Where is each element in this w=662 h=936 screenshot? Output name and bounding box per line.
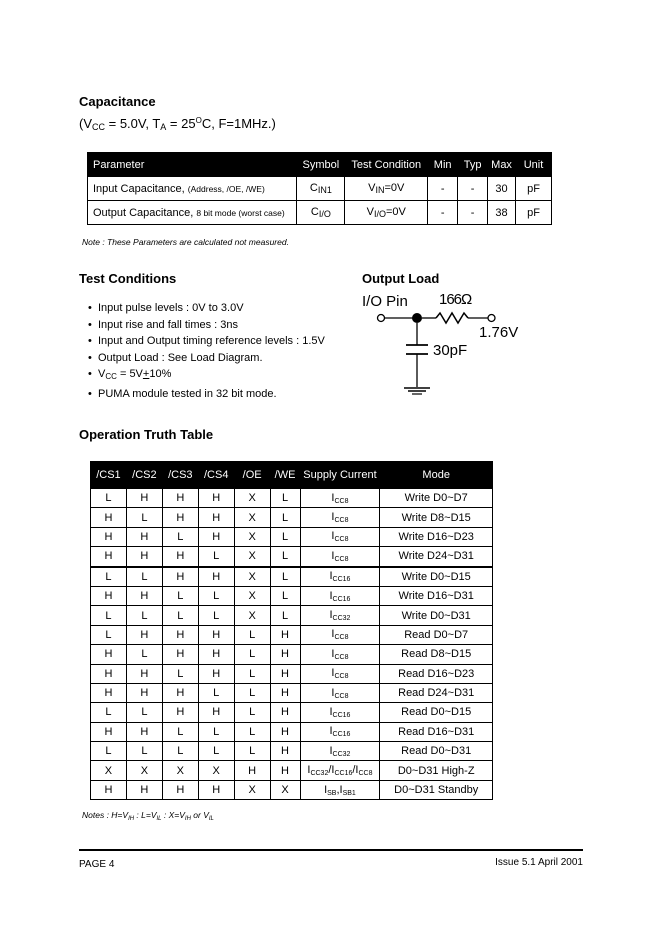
supply-current-cell xyxy=(300,780,380,799)
capacitance-header-cell: Parameter xyxy=(88,153,297,177)
typ-cell: - xyxy=(458,201,488,225)
voltage-terminal xyxy=(488,315,495,322)
truth-table-header-cell: /CS4 xyxy=(198,462,234,489)
output-load-diagram xyxy=(360,300,510,400)
mode-cell: D0~D31 Standby xyxy=(380,780,493,799)
signal-cell: L xyxy=(91,703,127,722)
table-row xyxy=(91,703,493,722)
signal-cell: H xyxy=(198,489,234,508)
list-item: • Input pulse levels : 0V to 3.0V xyxy=(88,300,325,317)
table-row xyxy=(91,722,493,741)
signal-cell: H xyxy=(126,722,162,741)
signal-cell: X xyxy=(198,761,234,780)
signal-cell: L xyxy=(91,742,127,761)
min-cell: - xyxy=(428,201,458,225)
signal-cell: L xyxy=(234,625,270,644)
signal-cell: H xyxy=(270,664,300,683)
signal-cell: H xyxy=(162,508,198,527)
signal-cell: L xyxy=(162,606,198,625)
truth-table-header-cell: Supply Current xyxy=(300,462,380,489)
table-row xyxy=(91,567,493,587)
signal-cell: H xyxy=(91,508,127,527)
condition-value: =0V xyxy=(386,206,406,218)
condition-subscript: IN xyxy=(375,185,385,195)
signal-cell: L xyxy=(270,547,300,567)
current-subscript: CC32 xyxy=(310,770,329,778)
signal-cell: H xyxy=(126,664,162,683)
parameter-note: (Address, /OE, /WE) xyxy=(187,183,265,194)
current-subscript: CC8 xyxy=(334,692,349,700)
capacitor-label: 30pF xyxy=(433,342,468,359)
signal-cell: H xyxy=(270,625,300,644)
current-symbol: I xyxy=(331,628,335,641)
parameter-name: Output Capacitance, xyxy=(93,206,194,219)
signal-cell: H xyxy=(162,645,198,664)
mode-cell: Read D0~D31 xyxy=(380,742,493,761)
supply-current-cell xyxy=(300,547,380,567)
unit-cell: pF xyxy=(516,201,552,225)
current-symbol: ,I xyxy=(336,783,343,796)
capacitance-header-cell: Typ xyxy=(458,153,488,177)
signal-cell: X xyxy=(270,780,300,799)
signal-cell: L xyxy=(270,508,300,527)
issue-label: Issue 5.1 April 2001 xyxy=(495,857,583,868)
supply-current-cell xyxy=(300,489,380,508)
table-row xyxy=(91,586,493,605)
current-subscript: CC32 xyxy=(332,750,351,758)
current-symbol: I xyxy=(329,705,333,718)
signal-cell: L xyxy=(234,683,270,702)
current-symbol: I xyxy=(329,744,333,757)
supply-current-cell xyxy=(300,625,380,644)
signal-cell: H xyxy=(198,703,234,722)
current-subscript: SB xyxy=(327,789,337,797)
max-cell: 38 xyxy=(488,201,516,225)
current-symbol: /I xyxy=(352,764,359,777)
mode-cell: Write D16~D31 xyxy=(380,586,493,605)
signal-cell: L xyxy=(234,722,270,741)
symbol-main: C xyxy=(309,182,318,194)
mode-cell: Read D8~D15 xyxy=(380,645,493,664)
parameter-cell xyxy=(88,201,297,225)
test-conditions-list xyxy=(88,300,325,402)
condition-subscript: I/O xyxy=(373,209,386,219)
current-symbol: I xyxy=(329,609,333,622)
signal-cell: H xyxy=(126,683,162,702)
signal-cell: X xyxy=(162,761,198,780)
test-conditions-heading: Test Conditions xyxy=(79,271,177,286)
signal-cell: H xyxy=(126,527,162,546)
signal-cell: X xyxy=(91,761,127,780)
parameter-cell xyxy=(88,177,297,201)
mode-cell: Read D16~D31 xyxy=(380,722,493,741)
signal-cell: H xyxy=(198,527,234,546)
io-pin-label: I/O Pin xyxy=(362,293,408,310)
supply-current-cell xyxy=(300,703,380,722)
signal-cell: H xyxy=(126,489,162,508)
capacitance-heading: Capacitance xyxy=(79,94,156,109)
table-row xyxy=(91,664,493,683)
signal-cell: H xyxy=(198,780,234,799)
signal-cell: L xyxy=(126,567,162,587)
current-subscript: CC16 xyxy=(332,731,351,739)
current-symbol: I xyxy=(331,491,335,504)
current-symbol: I xyxy=(331,530,335,543)
supply-current-cell xyxy=(300,645,380,664)
supply-current-cell xyxy=(300,527,380,546)
signal-cell: H xyxy=(162,683,198,702)
table-row xyxy=(91,761,493,780)
current-subscript: SB1 xyxy=(342,789,356,797)
signal-cell: X xyxy=(126,761,162,780)
supply-current-cell xyxy=(300,508,380,527)
current-symbol: I xyxy=(331,549,335,562)
symbol-cell xyxy=(297,177,345,201)
table-row xyxy=(91,606,493,625)
signal-cell: L xyxy=(270,527,300,546)
signal-cell: X xyxy=(234,508,270,527)
table-row xyxy=(91,625,493,644)
signal-cell: X xyxy=(234,547,270,567)
current-subscript: CC8 xyxy=(334,634,349,642)
capacitance-conditions: ($V_{CC} = 5.0V$, $T_A = 25^OC$, F=1MHz.) xyxy=(79,116,276,132)
signal-cell: H xyxy=(91,547,127,567)
mode-cell: Write D8~D15 xyxy=(380,508,493,527)
signal-cell: L xyxy=(162,586,198,605)
current-symbol: I xyxy=(331,647,335,660)
capacitance-header-row xyxy=(88,153,552,177)
signal-cell: H xyxy=(270,761,300,780)
signal-cell: H xyxy=(198,645,234,664)
condition-main: V xyxy=(366,206,374,218)
table-row xyxy=(91,547,493,567)
voltage-label: 1.76V xyxy=(479,324,519,341)
signal-cell: L xyxy=(198,683,234,702)
signal-cell: L xyxy=(91,567,127,587)
signal-cell: H xyxy=(198,625,234,644)
mode-cell: D0~D31 High-Z xyxy=(380,761,493,780)
truth-table xyxy=(90,461,493,800)
current-symbol: I xyxy=(329,589,333,602)
current-subscript: CC8 xyxy=(358,770,373,778)
signal-cell: H xyxy=(162,547,198,567)
signal-cell: X xyxy=(234,606,270,625)
signal-cell: L xyxy=(198,722,234,741)
truth-table-heading: Operation Truth Table xyxy=(79,427,214,442)
signal-cell: H xyxy=(126,586,162,605)
signal-cell: L xyxy=(162,527,198,546)
signal-cell: L xyxy=(270,586,300,605)
capacitance-header-cell: Test Condition xyxy=(345,153,428,177)
current-subscript: CC8 xyxy=(334,536,349,544)
symbol-main: C xyxy=(310,206,319,218)
signal-cell: L xyxy=(126,508,162,527)
signal-cell: H xyxy=(270,703,300,722)
signal-cell: H xyxy=(270,683,300,702)
io-pin-terminal xyxy=(378,315,385,322)
supply-current-cell xyxy=(300,606,380,625)
current-symbol: /I xyxy=(328,764,335,777)
footer-rule xyxy=(79,849,583,851)
table-row xyxy=(91,742,493,761)
truth-table-header-cell: /CS3 xyxy=(162,462,198,489)
signal-cell: H xyxy=(198,664,234,683)
signal-cell: H xyxy=(91,527,127,546)
test-condition-cell xyxy=(345,177,428,201)
current-symbol: I xyxy=(331,667,335,680)
capacitance-note: Note : These Parameters are calculated not measured. xyxy=(82,237,289,247)
signal-cell: L xyxy=(91,489,127,508)
signal-cell: L xyxy=(162,742,198,761)
signal-cell: L xyxy=(270,567,300,587)
signal-cell: H xyxy=(198,508,234,527)
signal-cell: H xyxy=(270,742,300,761)
condition-value: =0V xyxy=(384,182,405,194)
signal-cell: L xyxy=(91,625,127,644)
truth-table-header-cell: /CS1 xyxy=(91,462,127,489)
signal-cell: L xyxy=(126,703,162,722)
signal-cell: H xyxy=(91,683,127,702)
capacitance-header-cell: Min xyxy=(428,153,458,177)
mode-cell: Read D0~D15 xyxy=(380,703,493,722)
signal-cell: H xyxy=(126,780,162,799)
signal-cell: H xyxy=(162,625,198,644)
signal-cell: L xyxy=(234,703,270,722)
current-subscript: CC8 xyxy=(334,497,349,505)
signal-cell: H xyxy=(270,722,300,741)
signal-cell: H xyxy=(91,645,127,664)
current-subscript: CC8 xyxy=(334,517,349,525)
table-row xyxy=(91,527,493,546)
signal-cell: L xyxy=(91,606,127,625)
capacitance-header-cell: Unit xyxy=(516,153,552,177)
current-subscript: CC32 xyxy=(332,615,351,623)
current-subscript: CC16 xyxy=(332,576,351,584)
page-number: PAGE 4 xyxy=(79,859,115,870)
table-row xyxy=(91,645,493,664)
signal-cell: L xyxy=(126,606,162,625)
capacitance-header-cell: Symbol xyxy=(297,153,345,177)
truth-table-header-cell: /OE xyxy=(234,462,270,489)
truth-table-notes: Notes : $H=V_{IH}$ : $L=V_{IL}$ : $X=V_{IH}$ or $V_{IL}$ xyxy=(82,810,214,822)
current-subscript: CC16 xyxy=(332,595,351,603)
symbol-cell xyxy=(297,201,345,225)
mode-cell: Write D0~D15 xyxy=(380,567,493,587)
signal-cell: H xyxy=(126,625,162,644)
current-subscript: CC8 xyxy=(334,653,349,661)
current-symbol: I xyxy=(331,511,335,524)
table-row xyxy=(88,201,552,225)
signal-cell: L xyxy=(126,742,162,761)
condition-main: V xyxy=(368,182,376,194)
capacitance-header-cell: Max xyxy=(488,153,516,177)
current-symbol: I xyxy=(324,783,328,796)
list-item: • Output Load : See Load Diagram. xyxy=(88,350,325,367)
signal-cell: L xyxy=(162,722,198,741)
symbol-subscript: I/O xyxy=(318,209,331,219)
mode-cell: Read D24~D31 xyxy=(380,683,493,702)
current-subscript: CC16 xyxy=(334,770,353,778)
current-subscript: CC8 xyxy=(334,673,349,681)
signal-cell: H xyxy=(91,722,127,741)
test-condition-cell xyxy=(345,201,428,225)
truth-table-header-cell: /CS2 xyxy=(126,462,162,489)
signal-cell: L xyxy=(198,742,234,761)
signal-cell: H xyxy=(270,645,300,664)
mode-cell: Write D16~D23 xyxy=(380,527,493,546)
signal-cell: L xyxy=(198,586,234,605)
capacitance-table xyxy=(87,152,552,225)
current-symbol: I xyxy=(331,686,335,699)
list-item: • Input and Output timing reference levels : 1.5V xyxy=(88,333,325,350)
min-cell: - xyxy=(428,177,458,201)
truth-table-header-cell: Mode xyxy=(380,462,493,489)
signal-cell: L xyxy=(162,664,198,683)
truth-table-header-cell: /WE xyxy=(270,462,300,489)
mode-cell: Write D24~D31 xyxy=(380,547,493,567)
typ-cell: - xyxy=(458,177,488,201)
output-load-heading: Output Load xyxy=(362,271,440,286)
supply-current-cell xyxy=(300,683,380,702)
current-subscript: CC16 xyxy=(332,711,351,719)
signal-cell: L xyxy=(234,664,270,683)
current-symbol: I xyxy=(307,764,311,777)
mode-cell: Write D0~D7 xyxy=(380,489,493,508)
parameter-note: 8 bit mode (worst case) xyxy=(196,207,285,218)
truth-table-header-row xyxy=(91,462,493,489)
symbol-subscript: IN1 xyxy=(317,185,332,195)
list-item: • Input rise and fall times : 3ns xyxy=(88,317,325,334)
table-row xyxy=(91,780,493,799)
signal-cell: X xyxy=(234,527,270,546)
supply-current-cell xyxy=(300,761,380,780)
signal-cell: L xyxy=(126,645,162,664)
junction-node xyxy=(412,313,422,323)
signal-cell: H xyxy=(91,664,127,683)
resistor-symbol xyxy=(436,313,468,323)
signal-cell: L xyxy=(198,547,234,567)
current-symbol: I xyxy=(329,725,333,738)
signal-cell: X xyxy=(234,586,270,605)
unit-cell: pF xyxy=(516,177,552,201)
signal-cell: H xyxy=(198,567,234,587)
supply-current-cell xyxy=(300,586,380,605)
signal-cell: H xyxy=(126,547,162,567)
signal-cell: L xyxy=(198,606,234,625)
signal-cell: H xyxy=(162,780,198,799)
supply-current-cell xyxy=(300,722,380,741)
signal-cell: L xyxy=(234,742,270,761)
current-symbol: I xyxy=(329,570,333,583)
resistor-label: 166Ω xyxy=(439,291,472,308)
table-row xyxy=(91,508,493,527)
signal-cell: H xyxy=(91,780,127,799)
signal-cell: X xyxy=(234,567,270,587)
signal-cell: X xyxy=(234,489,270,508)
signal-cell: X xyxy=(234,780,270,799)
signal-cell: H xyxy=(234,761,270,780)
supply-current-cell xyxy=(300,664,380,683)
supply-current-cell xyxy=(300,567,380,587)
current-subscript: CC8 xyxy=(334,555,349,563)
table-row xyxy=(91,489,493,508)
signal-cell: H xyxy=(162,489,198,508)
table-row xyxy=(91,683,493,702)
signal-cell: H xyxy=(162,703,198,722)
table-row xyxy=(88,177,552,201)
parameter-name: Input Capacitance, xyxy=(93,182,185,195)
list-item: • $V_{CC} = 5V+10\%$ xyxy=(88,366,325,386)
signal-cell: L xyxy=(270,489,300,508)
supply-current-cell xyxy=(300,742,380,761)
signal-cell: H xyxy=(162,567,198,587)
signal-cell: L xyxy=(234,645,270,664)
mode-cell: Read D0~D7 xyxy=(380,625,493,644)
max-cell: 30 xyxy=(488,177,516,201)
signal-cell: H xyxy=(91,586,127,605)
mode-cell: Write D0~D31 xyxy=(380,606,493,625)
mode-cell: Read D16~D23 xyxy=(380,664,493,683)
list-item: • PUMA module tested in 32 bit mode. xyxy=(88,386,325,403)
signal-cell: L xyxy=(270,606,300,625)
